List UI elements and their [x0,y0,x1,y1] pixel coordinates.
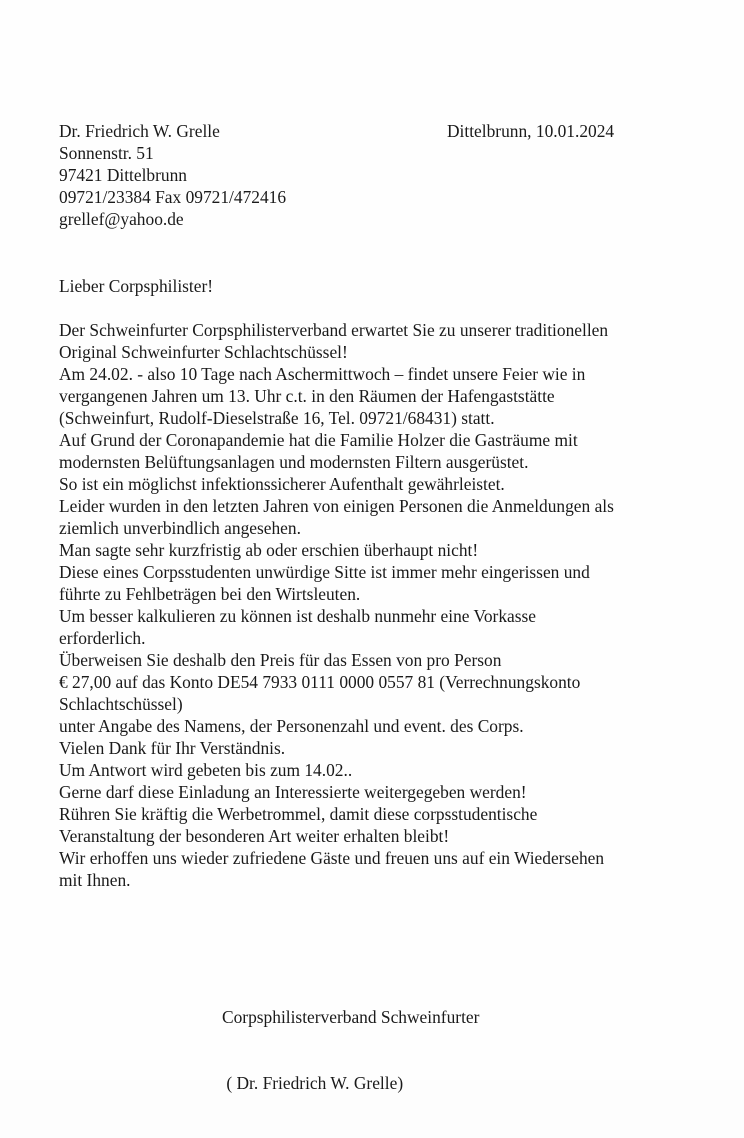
body-line: Um besser kalkulieren zu können ist deshalb nunmehr eine Vorkasse [59,606,537,626]
body-line: erforderlich. [59,628,146,648]
body-line: Man sagte sehr kurzfristig ab oder erschien überhaupt nicht! [59,540,479,560]
signature-block [222,962,479,1138]
body-line: Am 24.02. - also 10 Tage nach Aschermittwoch – findet unsere Feier wie in [59,364,586,384]
letter-body [59,319,689,891]
sender-phone-fax: 09721/23384 Fax 09721/472416 [59,187,287,207]
body-line: (Schweinfurt, Rudolf-Dieselstraße 16, Tel. 09721/68431) statt. [59,408,495,428]
body-line: Schlachtschüssel) [59,694,183,714]
body-line: Veranstaltung der besonderen Art weiter erhalten bleibt! [59,826,450,846]
body-line: Um Antwort wird gebeten bis zum 14.02.. [59,760,353,780]
body-line: Der Schweinfurter Corpsphilisterverband erwartet Sie zu unserer traditionellen [59,320,609,340]
sender-email: grellef@yahoo.de [59,209,184,229]
body-line: Leider wurden in den letzten Jahren von einigen Personen die Anmeldungen als [59,496,614,516]
body-line: unter Angabe des Namens, der Personenzahl und event. des Corps. [59,716,524,736]
body-line: Überweisen Sie deshalb den Preis für das Essen von pro Person [59,650,502,670]
body-line: mit Ihnen. [59,870,131,890]
sender-address-block [59,120,439,230]
body-line: Gerne darf diese Einladung an Interessierte weitergegeben werden! [59,782,527,802]
body-line: modernsten Belüftungsanlagen und modernsten Filtern ausgerüstet. [59,452,529,472]
body-line: Wir erhoffen uns wieder zufriedene Gäste und freuen uns auf ein Wiedersehen [59,848,605,868]
greeting: Lieber Corpsphilister! [59,276,214,296]
body-line: führte zu Fehlbeträgen bei den Wirtsleuten. [59,584,361,604]
body-line: So ist ein möglichst infektionssicherer Aufenthalt gewährleistet. [59,474,505,494]
body-line: ziemlich unverbindlich angesehen. [59,518,301,538]
body-line: Diese eines Corpsstudenten unwürdige Sitte ist immer mehr eingerissen und [59,562,590,582]
body-line: vergangenen Jahren um 13. Uhr c.t. in den Räumen der Hafengaststätte [59,386,555,406]
body-line: Rühren Sie kräftig die Werbetrommel, damit diese corpsstudentische [59,804,538,824]
signature-signer: ( Dr. Friedrich W. Grelle) [222,1073,404,1093]
sender-name: Dr. Friedrich W. Grelle [59,121,220,141]
body-line: Vielen Dank für Ihr Verständnis. [59,738,286,758]
place-and-date: Dittelbrunn, 10.01.2024 [447,121,615,141]
body-line: Original Schweinfurter Schlachtschüssel! [59,342,348,362]
sender-city: 97421 Dittelbrunn [59,165,188,185]
body-line: € 27,00 auf das Konto DE54 7933 0111 0000 0557 81 (Verrechnungskonto [59,672,581,692]
signature-organization: Corpsphilisterverband Schweinfurter [222,1007,480,1027]
sender-street: Sonnenstr. 51 [59,143,154,163]
body-line: Auf Grund der Coronapandemie hat die Familie Holzer die Gasträume mit [59,430,578,450]
